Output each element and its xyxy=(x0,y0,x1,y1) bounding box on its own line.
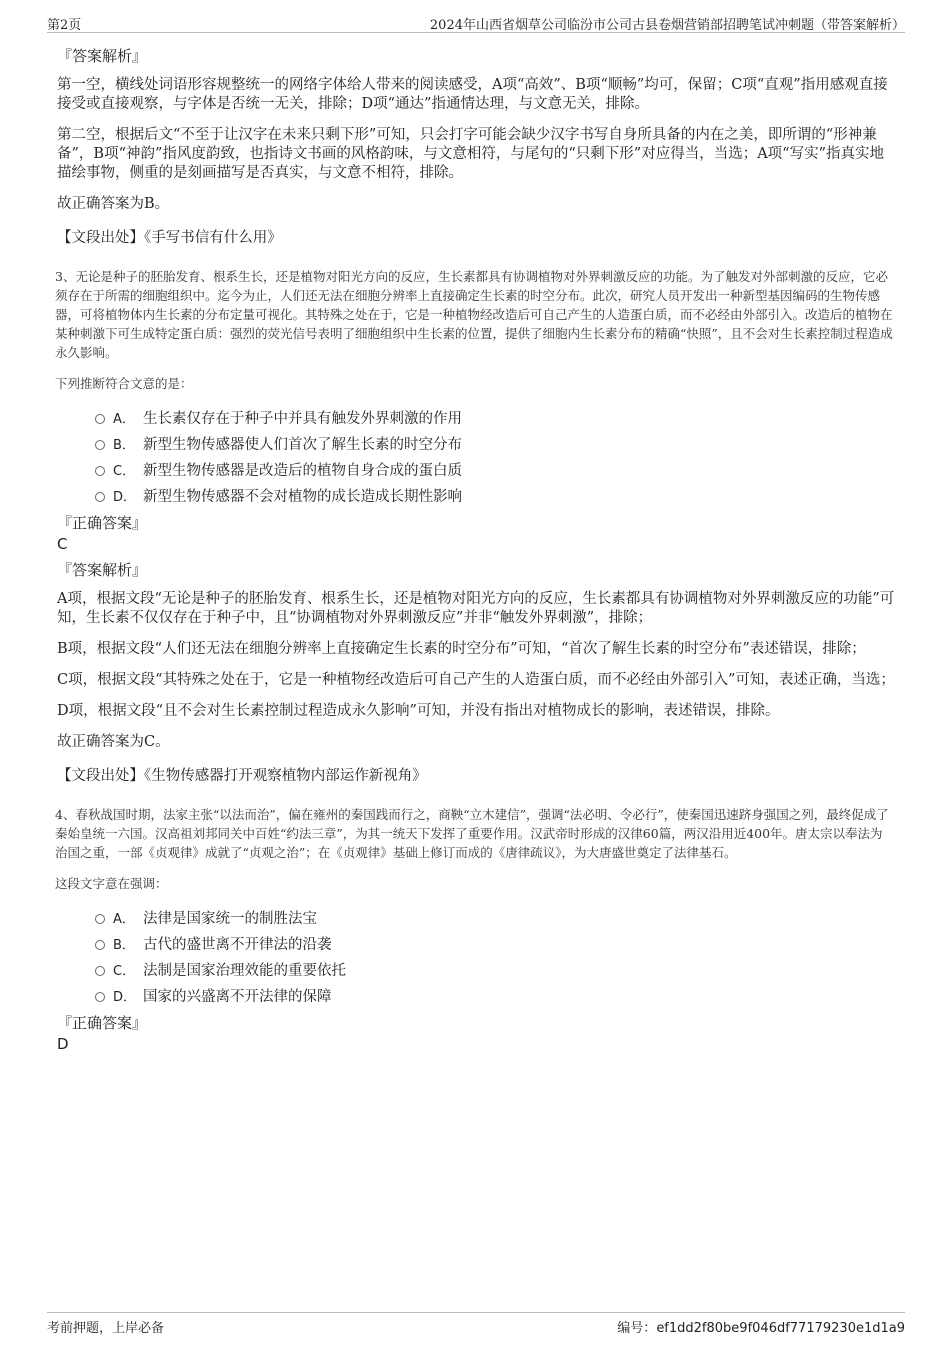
footer-code xyxy=(617,1317,905,1336)
q4-text: 4、春秋战国时期，法家主张“以法而治”，偏在雍州的秦国践而行之，商鞅“立木建信”，强调“法必明、令必行”，使秦国迅速跻身强国之列，最终促成了秦始皇统一六国。汉高祖刘邦同关中百姓“约法三章”，为其一统天下发挥了重要作用。汉武帝时形成的汉律60篇，两汉沿用近400年。唐太宗以奉法为治国之重，一部《贞观律》成就了“贞观之治”；在《贞观律》基础上修订而成的《唐律疏议》，为大唐盛世奠定了法律基石。 xyxy=(55,807,889,860)
q2-analysis-tag: 『答案解析』 xyxy=(57,47,148,65)
q3-analysis-b: B项，根据文段“人们还无法在细胞分辨率上直接确定生长素的时空分布”可知，“首次了解生长素的时空分布”表述错误，排除； xyxy=(57,641,866,657)
q4-option-d[interactable]: D． 国家的兴盛离不开法律的保障 xyxy=(95,982,895,1008)
footer-slogan: 考前押题，上岸必备 xyxy=(47,1321,165,1336)
q4-option-a[interactable]: A． 法律是国家统一的制胜法宝 xyxy=(95,904,895,930)
q3-option-d[interactable]: D． 新型生物传感器不会对植物的成长造成长期性影响 xyxy=(95,482,895,508)
q3-option-c[interactable]: C． 新型生物传感器是改造后的植物自身合成的蛋白质 xyxy=(95,456,895,482)
q3-option-b[interactable]: B． 新型生物传感器使人们首次了解生长素的时空分布 xyxy=(95,430,895,456)
q4-correct-tag: 『正确答案』 xyxy=(57,1014,148,1032)
q3-option-a[interactable]: A． 生长素仅存在于种子中并具有触发外界刺激的作用 xyxy=(95,404,895,430)
q4-prompt: 这段文字意在强调： xyxy=(55,876,168,891)
radio-icon[interactable] xyxy=(95,966,105,976)
q3-analysis-d: D项，根据文段“且不会对生长素控制过程造成永久影响”可知，并没有指出对植物成长的影响，表述错误，排除。 xyxy=(57,703,780,719)
q4-option-c[interactable]: C． 法制是国家治理效能的重要依托 xyxy=(95,956,895,982)
radio-icon[interactable] xyxy=(95,914,105,924)
q3-options xyxy=(95,404,895,508)
q4-option-b[interactable]: B． 古代的盛世离不开律法的沿袭 xyxy=(95,930,895,956)
radio-icon[interactable] xyxy=(95,414,105,424)
q3-conclusion: 故正确答案为C。 xyxy=(57,734,170,750)
radio-icon[interactable] xyxy=(95,440,105,450)
q3-text: 3、无论是种子的胚胎发育、根系生长，还是植物对阳光方向的反应，生长素都具有协调植物对外界刺激反应的功能。为了触发对外部刺激的反应，它必须存在于所需的细胞组织中。迄今为止，人们还无法在细胞分辨率上直接确定生长素的时空分布。此次，研究人员开发出一种新型基因编码的生物传感器，可将植物体内生长素的分布定量可视化。其特殊之处在于，它是一种植物经改造后可自己产生的人造蛋白质，而不必经由外部引入。改造后的植物在某种刺激下可生成特定蛋白质：强烈的荧光信号表明了细胞组织中生长素的位置，提供了细胞内生长素分布的精确“快照”，且不会对生长素控制过程造成永久影响。 xyxy=(55,269,893,360)
page-content xyxy=(55,45,895,1059)
document-title: 2024年山西省烟草公司临汾市公司古县卷烟营销部招聘笔试冲刺题（带答案解析） xyxy=(429,18,905,33)
footer-code-value: ef1dd2f80be9f046df77179230e1d1a9 xyxy=(656,1321,905,1336)
radio-icon[interactable] xyxy=(95,466,105,476)
q3-source: 【文段出处】《生物传感器打开观察植物内部运作新视角》 xyxy=(57,768,427,784)
q3-analysis-a: A项，根据文段“无论是种子的胚胎发育、根系生长，还是植物对阳光方向的反应，生长素都具有协调植物对外界刺激反应的功能”可知，生长素不仅仅存在于种子中，且“协调植物对外界刺激反应”并非“触发外界刺激”，排除； xyxy=(57,591,895,626)
q4-options xyxy=(95,904,895,1008)
radio-icon[interactable] xyxy=(95,492,105,502)
page-header xyxy=(47,12,905,33)
q2-source: 【文段出处】《手写书信有什么用》 xyxy=(57,230,282,246)
radio-icon[interactable] xyxy=(95,940,105,950)
q4-answer: D xyxy=(57,1035,69,1053)
footer-code-label: 编号： xyxy=(617,1321,657,1336)
q3-answer: C xyxy=(57,535,68,553)
page-number: 第2页 xyxy=(47,18,82,33)
q3-prompt: 下列推断符合文意的是： xyxy=(55,376,193,391)
q2-conclusion: 故正确答案为B。 xyxy=(57,196,170,212)
q3-analysis-c: C项，根据文段“其特殊之处在于，它是一种植物经改造后可自己产生的人造蛋白质，而不必经由外部引入”可知，表述正确，当选； xyxy=(57,672,895,688)
radio-icon[interactable] xyxy=(95,992,105,1002)
q3-analysis-tag: 『答案解析』 xyxy=(57,561,148,579)
q3-correct-tag: 『正确答案』 xyxy=(57,514,148,532)
page-footer xyxy=(47,1312,905,1335)
q2-analysis-para-2: 第二空，根据后文“不至于让汉字在未来只剩下形”可知，只会打字可能会缺少汉字书写自身所具备的内在之美，即所谓的“形神兼备”，B项“神韵”指风度韵致，也指诗文书画的风格韵味，与文意相符，与尾句的“只剩下形”对应得当，当选；A项“写实”指真实地描绘事物，侧重的是刻画描写是否真实，与文意不相符，排除。 xyxy=(57,127,885,181)
q2-analysis-para-1: 第一空，横线处词语形容规整统一的网络字体给人带来的阅读感受，A项“高效”、B项“顺畅”均可，保留；C项“直观”指用感观直接接受或直接观察，与字体是否统一无关，排除；D项“通达”指通情达理，与文意无关，排除。 xyxy=(57,77,888,112)
